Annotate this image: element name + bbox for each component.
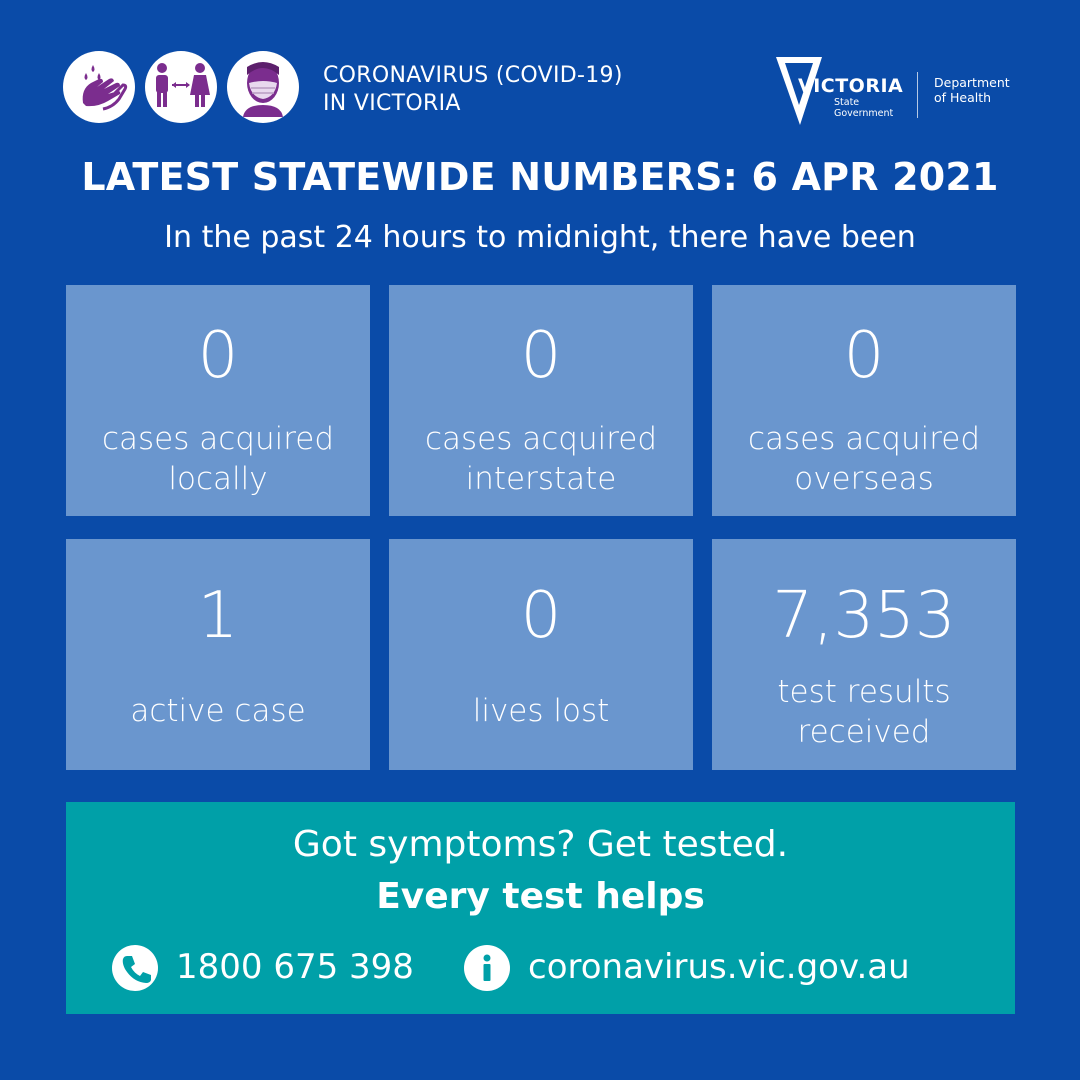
brand-title-line1: CORONAVIRUS (COVID-19) xyxy=(323,63,623,88)
dept-line2: of Health xyxy=(934,90,992,105)
stat-label xyxy=(66,691,370,731)
website-link[interactable]: coronavirus.vic.gov.au xyxy=(528,947,910,987)
stat-label-line1: active case xyxy=(130,693,306,729)
logo-sub-state: State xyxy=(834,97,860,108)
stat-label xyxy=(66,419,370,499)
header xyxy=(0,0,1080,150)
logo-sub-government: Government xyxy=(834,108,894,119)
brand-title-line2: IN VICTORIA xyxy=(323,91,461,116)
social-distancing-icon xyxy=(145,51,217,123)
stat-label-line1: cases acquired xyxy=(424,421,658,457)
page-subtitle: In the past 24 hours to midnight, there have been xyxy=(164,220,916,255)
stat-label-line2: received xyxy=(797,714,931,750)
face-mask-icon xyxy=(227,51,299,123)
stat-value: 0 xyxy=(520,319,562,393)
handwashing-icon xyxy=(63,51,135,123)
stat-label xyxy=(389,691,693,731)
stat-label-line1: cases acquired xyxy=(747,421,981,457)
callout-line1: Got symptoms? Get tested. xyxy=(292,824,789,865)
phone-icon xyxy=(112,945,158,991)
stat-tile-local xyxy=(66,285,370,516)
stat-label-line2: interstate xyxy=(465,461,617,497)
stat-label-line1: test results xyxy=(777,674,951,710)
stat-label-line2: locally xyxy=(168,461,268,497)
victoria-government-logo xyxy=(776,55,906,127)
stat-tile-lives-lost xyxy=(389,539,693,770)
phone-number[interactable]: 1800 675 398 xyxy=(176,947,414,987)
logo-divider xyxy=(917,72,918,118)
page-title: LATEST STATEWIDE NUMBERS: 6 APR 2021 xyxy=(81,155,999,199)
info-icon xyxy=(464,945,510,991)
brand-title xyxy=(323,62,623,118)
callout-line2: Every test helps xyxy=(376,876,705,917)
logo-word: VICTORIA xyxy=(798,75,904,97)
department-label xyxy=(934,75,1010,105)
stat-value: 0 xyxy=(520,579,562,653)
stat-value: 0 xyxy=(197,319,239,393)
stat-value: 7,353 xyxy=(772,579,956,653)
stat-label-line2: overseas xyxy=(794,461,934,497)
stat-label xyxy=(712,672,1016,752)
stat-tile-tests xyxy=(712,539,1016,770)
stat-label xyxy=(389,419,693,499)
testing-callout xyxy=(66,802,1015,1014)
stat-label-line1: lives lost xyxy=(472,693,610,729)
stat-value: 0 xyxy=(843,319,885,393)
stat-label-line1: cases acquired xyxy=(101,421,335,457)
stat-value: 1 xyxy=(197,579,239,653)
stat-label xyxy=(712,419,1016,499)
stat-tile-overseas xyxy=(712,285,1016,516)
dept-line1: Department xyxy=(934,75,1010,90)
stat-tile-interstate xyxy=(389,285,693,516)
stat-tile-active xyxy=(66,539,370,770)
